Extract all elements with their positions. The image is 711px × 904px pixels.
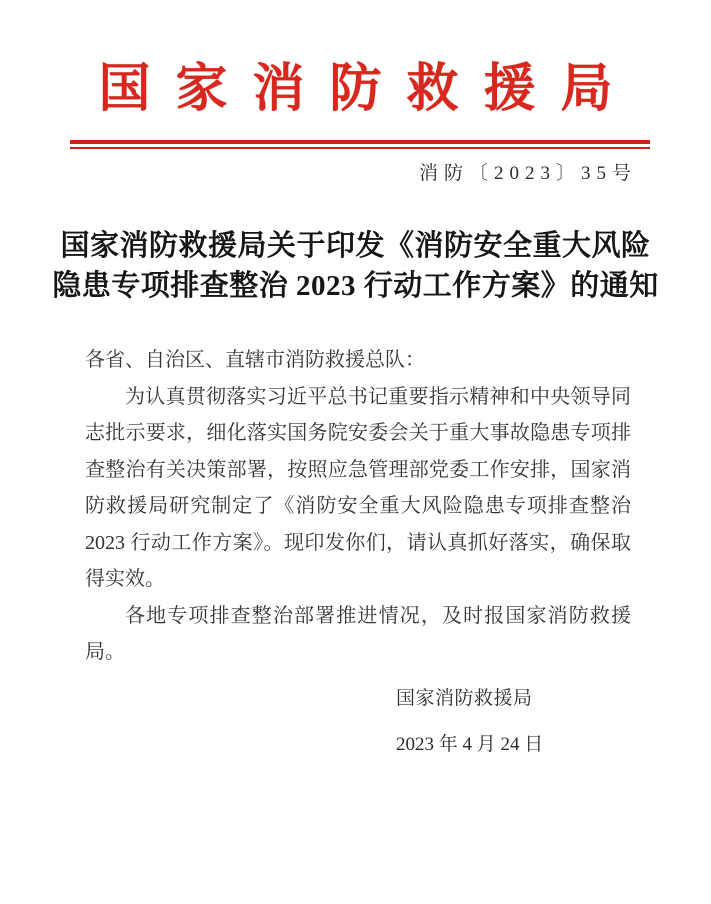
red-divider-line	[70, 140, 650, 149]
document-title-line1: 国家消防救援局关于印发《消防安全重大风险	[60, 230, 651, 262]
document-number: 消防〔2023〕35号	[418, 163, 637, 184]
document-title	[40, 226, 671, 306]
body-paragraph-2: 各地专项排查整治部署推进情况，及时报国家消防救援局。	[85, 604, 631, 663]
signature-date: 2023 年 4 月 24 日	[396, 734, 544, 755]
signature-block	[396, 686, 543, 758]
body-paragraph-1: 为认真贯彻落实习近平总书记重要指示精神和中央领导同志批示要求，细化落实国务院安委会关于重大事故隐患专项排查整治有关决策部署，按照应急管理部党委工作安排，国家消防救援局研究制定了《消防安全重大风险隐患专项排查整治 2023 行动工作方案》。现印发你们，请认真抓好落实，确保取得实效。	[85, 385, 631, 590]
document-body	[85, 342, 631, 671]
document-title-line2: 隐患专项排查整治 2023 行动工作方案》的通知	[52, 270, 659, 302]
salutation: 各省、自治区、直辖市消防救援总队：	[85, 349, 425, 371]
signature-agency: 国家消防救援局	[396, 688, 533, 709]
letterhead-agency-title: 国家消防救援局	[98, 61, 638, 118]
